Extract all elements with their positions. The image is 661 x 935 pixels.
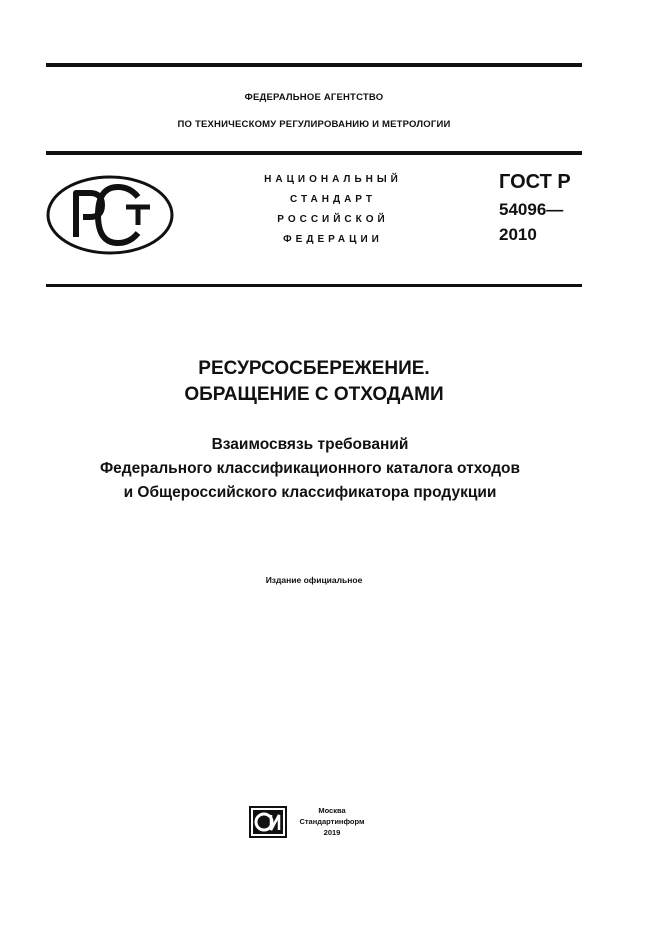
edition-label: Издание официальное <box>265 575 363 585</box>
standard-type-line1: НАЦИОНАЛЬНЫЙ <box>264 174 402 185</box>
standard-type-line3: РОССИЙСКОЙ <box>277 214 389 225</box>
imprint-year: 2019 <box>323 828 341 837</box>
agency-name-line2: ПО ТЕХНИЧЕСКОМУ РЕГУЛИРОВАНИЮ И МЕТРОЛОГИИ <box>177 119 451 130</box>
gost-number: 54096— <box>499 200 564 219</box>
header-rule <box>46 151 582 155</box>
publisher-logo-icon <box>249 806 287 838</box>
rst-logo <box>46 175 174 255</box>
publisher-logo <box>249 806 287 838</box>
rst-logo-icon <box>46 175 174 255</box>
imprint-city: Москва <box>318 806 346 815</box>
gost-year: 2010 <box>499 225 537 244</box>
document-subtitle-line2: Федерального классификационного каталога отходов <box>99 460 521 477</box>
agency-name-line1: ФЕДЕРАЛЬНОЕ АГЕНТСТВО <box>244 92 384 103</box>
document-title-line1: РЕСУРСОСБЕРЕЖЕНИЕ. <box>198 358 430 379</box>
document-subtitle-line3: и Общероссийского классификатора продукции <box>123 484 497 501</box>
gost-designation: ГОСТ Р <box>499 171 571 193</box>
block-rule <box>46 284 582 287</box>
top-rule <box>46 63 582 67</box>
imprint-publisher: Стандартинформ <box>299 817 365 826</box>
standard-type-line4: ФЕДЕРАЦИИ <box>283 234 383 245</box>
document-subtitle-line1: Взаимосвязь требований <box>211 436 409 453</box>
standard-type-line2: СТАНДАРТ <box>290 194 376 205</box>
document-title-line2: ОБРАЩЕНИЕ С ОТХОДАМИ <box>184 384 444 405</box>
